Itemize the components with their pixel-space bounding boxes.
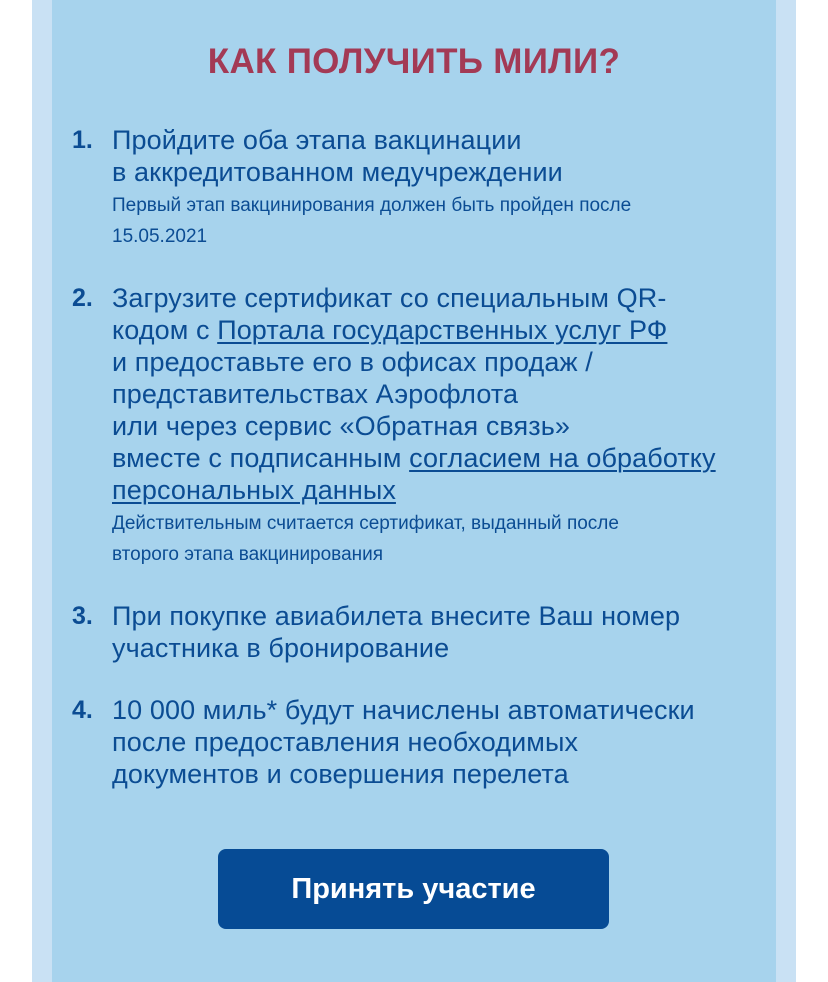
step-text-line <box>112 442 760 474</box>
step-text-line <box>112 314 760 346</box>
step-text <box>112 600 760 664</box>
step-note <box>112 190 760 252</box>
step-note-line: 15.05.2021 <box>112 226 208 247</box>
step-text-line: после предоставления необходимых <box>112 727 579 757</box>
step-text <box>112 282 760 506</box>
step-text-line <box>112 474 760 506</box>
step-text-line: представительствах Аэрофлота <box>112 379 519 409</box>
step-text-fragment: вместе с подписанным <box>112 443 410 473</box>
step-1 <box>70 124 760 252</box>
consent-link-continued[interactable]: персональных данных <box>112 475 396 505</box>
step-text-line: Загрузите сертификат со специальным QR- <box>112 283 667 313</box>
step-note <box>112 508 760 570</box>
step-text-line: участника в бронирование <box>112 633 450 663</box>
step-text-line: 10 000 миль* будут начислены автоматически <box>112 695 695 725</box>
step-note-line: Первый этап вакцинирования должен быть пройден после <box>112 195 632 216</box>
step-note-line: Действительным считается сертификат, выданный после <box>112 513 619 534</box>
page-title: КАК ПОЛУЧИТЬ МИЛИ? <box>207 42 621 81</box>
step-text-line: в аккредитованном медучреждении <box>112 157 563 187</box>
participate-button[interactable]: Принять участие <box>218 849 609 929</box>
step-text-line: или через сервис «Обратная связь» <box>112 411 571 441</box>
step-note-line: второго этапа вакцинирования <box>112 544 384 565</box>
step-text-line: документов и совершения перелета <box>112 759 569 789</box>
step-number: 3. <box>72 602 93 630</box>
gosuslugi-portal-link[interactable]: Портала государственных услуг РФ <box>217 315 668 345</box>
step-number: 4. <box>72 696 93 724</box>
step-text <box>112 124 760 188</box>
step-text-fragment: кодом с <box>112 315 218 345</box>
step-text-line: При покупке авиабилета внесите Ваш номер <box>112 601 681 631</box>
steps-list <box>70 124 760 790</box>
step-number: 2. <box>72 284 93 312</box>
step-text-line: и предоставьте его в офисах продаж / <box>112 347 593 377</box>
step-3 <box>70 600 760 664</box>
consent-link[interactable]: согласием на обработку <box>409 443 716 473</box>
step-number: 1. <box>72 126 93 154</box>
step-text-line: Пройдите оба этапа вакцинации <box>112 125 522 155</box>
step-2 <box>70 282 760 570</box>
step-text <box>112 694 760 790</box>
step-4 <box>70 694 760 790</box>
